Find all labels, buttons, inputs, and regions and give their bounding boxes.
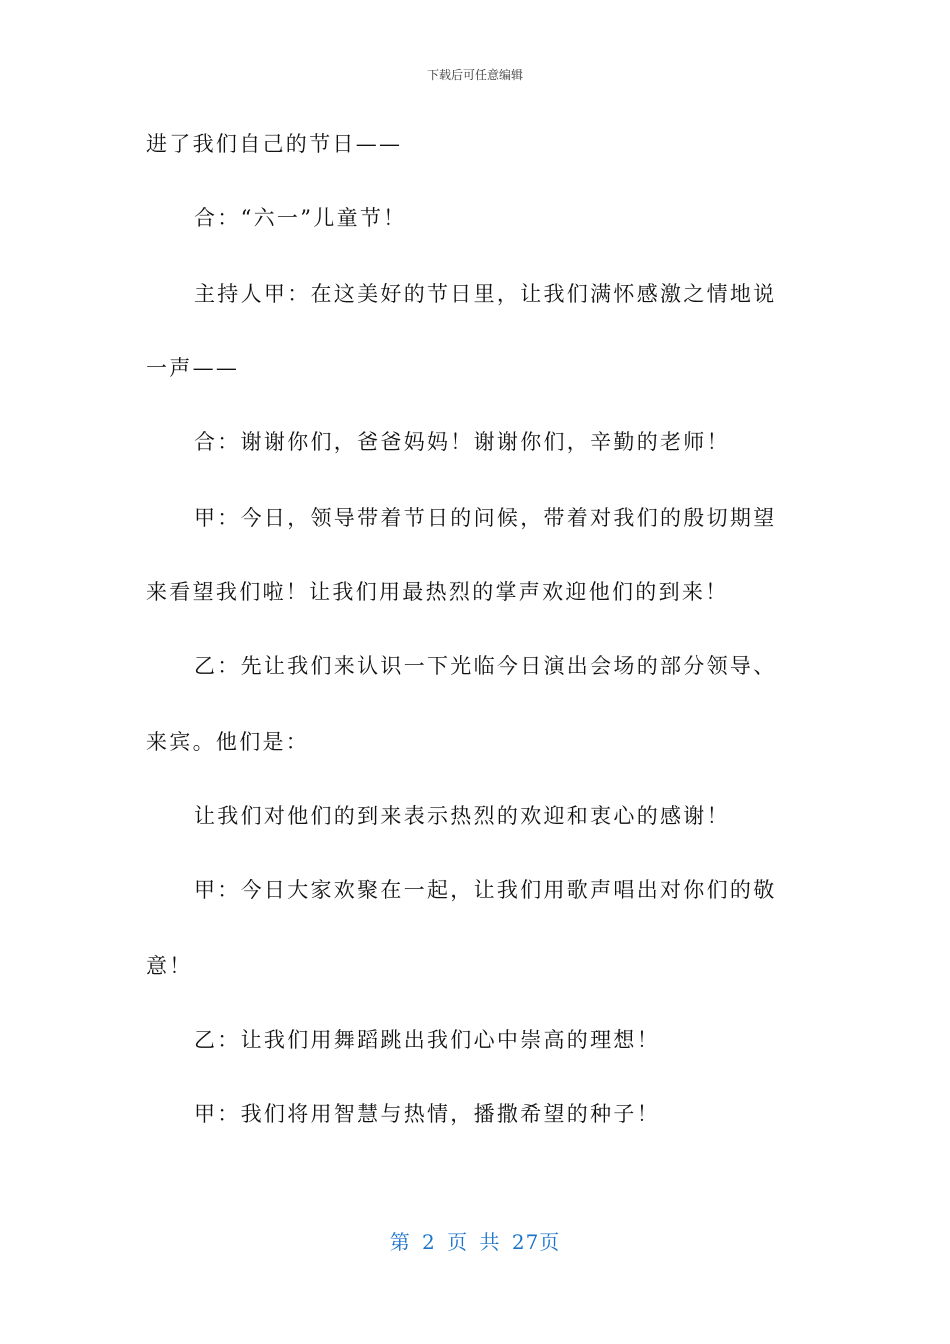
text-line: 甲：我们将用智慧与热情，播撒希望的种子！ [194,1102,660,1126]
text-line: 来宾。他们是： [146,730,310,754]
text-line: 意！ [146,954,193,978]
text-line: 乙：先让我们来认识一下光临今日演出会场的部分领导、 [194,654,777,678]
page-header-note: 下载后可任意编辑 [426,68,523,82]
text-line: 主持人甲：在这美好的节日里，让我们满怀感激之情地说 [194,282,777,306]
text-line: 甲：今日大家欢聚在一起，让我们用歌声唱出对你们的敬 [194,878,777,902]
text-line: 甲：今日，领导带着节日的问候，带着对我们的殷切期望 [194,506,777,530]
text-line: 一声—— [146,356,240,380]
text-line: 来看望我们啦！让我们用最热烈的掌声欢迎他们的到来！ [146,580,729,604]
text-line: 让我们对他们的到来表示热烈的欢迎和衷心的感谢！ [194,804,730,828]
text-line: 合：“六一”儿童节！ [194,206,407,230]
text-line: 合：谢谢你们，爸爸妈妈！谢谢你们，辛勤的老师！ [194,430,730,454]
text-line: 乙：让我们用舞蹈跳出我们心中崇高的理想！ [194,1028,660,1052]
page-number-footer: 第 2 页 共 27页 [389,1230,561,1254]
text-line: 进了我们自己的节日—— [146,132,403,156]
